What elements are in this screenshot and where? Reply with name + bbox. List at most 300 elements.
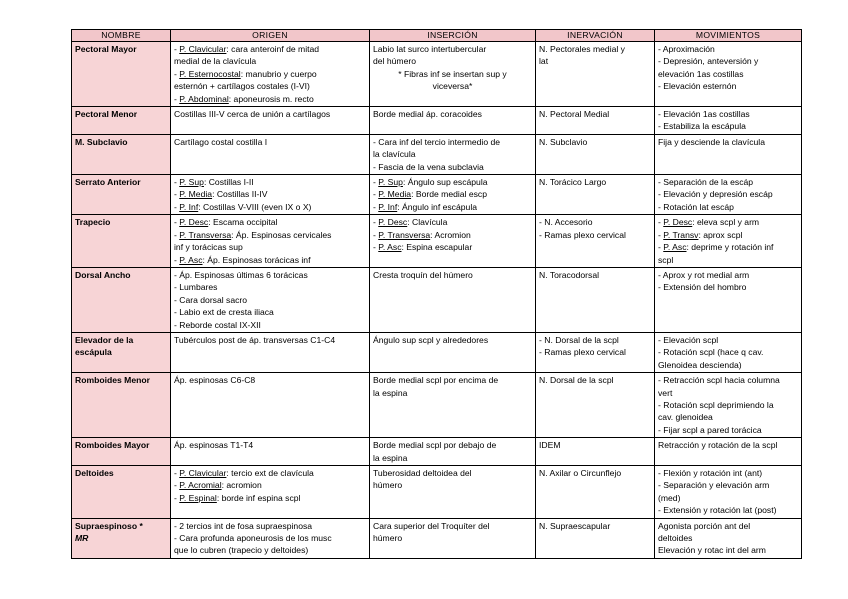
innervation-cell (536, 215, 655, 268)
cell-line (174, 306, 366, 318)
muscle-name: Trapecio (75, 217, 111, 228)
muscle-name-cell (72, 267, 171, 332)
muscle-name: Pectoral Mayor (75, 44, 137, 54)
cell-text: - (174, 217, 180, 228)
cell-line (539, 334, 651, 346)
cell-line (658, 399, 798, 411)
cell-text: - Áp. Espinosas últimas 6 torácicas (174, 269, 308, 280)
cell-line (658, 241, 798, 253)
cell-line (539, 43, 651, 55)
muscle-name: M. Subclavio (75, 136, 128, 147)
cell-text: (med) (658, 492, 681, 503)
innervation-cell (536, 373, 655, 438)
table-row (72, 518, 802, 558)
cell-line (174, 294, 366, 306)
cell-line (174, 93, 366, 105)
insertion-cell (370, 373, 536, 438)
cell-line (373, 43, 532, 55)
cell-text: - (373, 177, 379, 188)
cell-text: - Elevación 1as costillas (658, 109, 750, 120)
movements-cell (655, 466, 802, 519)
cell-text: Áp. espinosas T1-T4 (174, 440, 254, 451)
cell-text: Áp. espinosas C6-C8 (174, 375, 256, 386)
cell-text: : manubrio y cuerpo (240, 68, 317, 79)
muscle-name: Deltoides (75, 468, 114, 478)
cell-line (658, 281, 798, 293)
cell-line (174, 479, 366, 491)
cell-text: : Escama occipital (208, 217, 278, 228)
cell-line (174, 43, 366, 55)
cell-text: Ángulo sup scpl y alrededores (373, 334, 489, 345)
cell-text: scpl (658, 254, 674, 265)
cell-text: - Lumbares (174, 282, 218, 293)
origin-cell (171, 466, 370, 519)
cell-line (539, 374, 651, 386)
cell-text: - N. Dorsal de la scpl (539, 334, 619, 345)
table-row (72, 175, 802, 215)
movements-cell (655, 215, 802, 268)
cell-text: la espina (373, 452, 408, 463)
origin-cell (171, 134, 370, 174)
cell-text: - Extensión del hombro (658, 282, 747, 293)
part-label: P. Abdominal (179, 93, 229, 104)
movements-cell (655, 134, 802, 174)
innervation-cell (536, 466, 655, 519)
cell-text: húmero (373, 533, 403, 544)
innervation-cell (536, 438, 655, 466)
cell-text: - Fascia de la vena subclavia (373, 161, 484, 172)
table-row (72, 332, 802, 372)
muscle-name: Elevador de la escápula (75, 334, 134, 358)
header-insercion: INSERCIÓN (370, 30, 536, 42)
cell-text: : Ángulo sup escápula (402, 177, 488, 188)
cell-line (539, 467, 651, 479)
cell-text: elevación 1as costillas (658, 68, 744, 79)
cell-line (174, 55, 366, 67)
cell-line (174, 467, 366, 479)
part-label: P. Desc (378, 217, 408, 228)
cell-text: - Retracción scpl hacia columna (658, 375, 780, 386)
cell-text: Costillas III-V cerca de unión a cartílagos (174, 109, 331, 120)
innervation-cell (536, 332, 655, 372)
cell-text: - Cara inf del tercio intermedio de (373, 136, 501, 147)
cell-text: - (373, 217, 379, 228)
origin-cell (171, 175, 370, 215)
movements-cell (655, 42, 802, 107)
cell-line (658, 229, 798, 241)
cell-line (658, 55, 798, 67)
cell-text: vert (658, 387, 673, 398)
part-label: P. Media (378, 189, 412, 200)
cell-line (174, 201, 366, 213)
cell-text: - Cara profunda aponeurosis de los musc (174, 533, 332, 544)
cell-text: IDEM (539, 440, 561, 451)
cell-text: : Ángulo inf escápula (397, 201, 478, 212)
cell-line (658, 544, 798, 556)
cell-text: - (174, 254, 180, 265)
header-origen: ORIGEN (171, 30, 370, 42)
cell-text: - Extensión y rotación lat (post) (658, 505, 777, 516)
muscle-table (71, 29, 802, 559)
cell-text: - (658, 229, 664, 240)
cell-text: - Elevación scpl (658, 334, 719, 345)
cell-text: : borde inf espina scpl (216, 492, 301, 503)
innervation-cell (536, 267, 655, 332)
movements-cell (655, 518, 802, 558)
insertion-cell (370, 332, 536, 372)
cell-line (373, 439, 532, 451)
part-label: P. Inf (179, 201, 199, 212)
muscle-name: Romboides Menor (75, 375, 150, 386)
cell-text: viceversa* (432, 81, 473, 92)
cell-line (658, 68, 798, 80)
cell-line (539, 136, 651, 148)
muscle-name: Supraespinoso * (75, 520, 143, 531)
cell-text: Retracción y rotación de la scpl (658, 440, 778, 451)
origin-cell (171, 215, 370, 268)
muscle-name: Romboides Mayor (75, 440, 150, 451)
cell-line (658, 80, 798, 92)
muscle-name: Serrato Anterior (75, 177, 141, 188)
cell-line (658, 424, 798, 436)
cell-line (373, 520, 532, 532)
cell-text: : cara anteroinf de mitad (226, 44, 320, 54)
header-movimientos: MOVIMIENTOS (655, 30, 802, 42)
table-row (72, 107, 802, 135)
part-label: P. Sup (179, 177, 204, 188)
muscle-name-cell (72, 466, 171, 519)
cell-line (174, 374, 366, 386)
cell-line (174, 520, 366, 532)
cell-line (174, 216, 366, 228)
cell-line (539, 346, 651, 358)
cell-text: N. Axilar o Circunflejo (539, 468, 622, 478)
cell-text: Agonista porción ant del (658, 520, 751, 531)
cell-line (658, 120, 798, 132)
movements-cell (655, 332, 802, 372)
cell-line (174, 108, 366, 120)
header-row (72, 30, 802, 42)
insertion-cell (370, 175, 536, 215)
cell-text: Fija y desciende la clavícula (658, 136, 765, 147)
cell-text: inf y torácicas sup (174, 242, 243, 253)
cell-line (658, 216, 798, 228)
cell-text: : Costillas I-II (203, 177, 254, 188)
cell-text: Glenoidea descienda) (658, 359, 742, 370)
table-row (72, 267, 802, 332)
header-inervacion: INERVACIÓN (536, 30, 655, 42)
cell-text: - Aproximación (658, 44, 715, 54)
cell-text: - Ramas plexo cervical (539, 229, 626, 240)
cell-text: medial de la clavícula (174, 56, 257, 67)
cell-text: N. Subclavio (539, 136, 588, 147)
muscle-name-cell (72, 42, 171, 107)
cell-text: : tercio ext de clavícula (226, 468, 314, 478)
cell-text: Cara superior del Troquíter del (373, 520, 490, 531)
insertion-cell (370, 267, 536, 332)
origin-cell (171, 438, 370, 466)
cell-text: - Elevación y depresión escáp (658, 189, 773, 200)
cell-line (539, 229, 651, 241)
cell-text: : deprime y rotación inf (686, 242, 774, 253)
part-label: P. Acromial (179, 480, 222, 491)
cell-line (174, 176, 366, 188)
cell-line (373, 532, 532, 544)
part-label: P. Desc (179, 217, 209, 228)
cell-text: - Ramas plexo cervical (539, 347, 626, 358)
cell-text: - (373, 229, 379, 240)
cell-text: - Rotación scpl deprimiendo la (658, 399, 774, 410)
origin-cell (171, 267, 370, 332)
cell-line (174, 229, 366, 241)
cell-text: húmero (373, 480, 403, 491)
cell-text: N. Dorsal de la scpl (539, 375, 614, 386)
cell-line (658, 108, 798, 120)
cell-line (658, 374, 798, 386)
cell-line (658, 201, 798, 213)
cell-text: - (373, 242, 379, 253)
origin-cell (171, 518, 370, 558)
cell-text: : Costillas II-IV (212, 189, 268, 200)
origin-cell (171, 373, 370, 438)
part-label: P. Desc (663, 217, 693, 228)
cell-text: - Reborde costal IX-XII (174, 319, 261, 330)
cell-text: - Flexión y rotación int (ant) (658, 468, 763, 478)
innervation-cell (536, 518, 655, 558)
cell-text: - Rotación scpl (hace q cav. (658, 347, 764, 358)
part-label: P. Clavicular (179, 468, 227, 478)
cell-line (658, 520, 798, 532)
cell-line (373, 452, 532, 464)
cell-text: - Rotación lat escáp (658, 201, 734, 212)
cell-text: - (174, 229, 180, 240)
cell-text: deltoides (658, 533, 693, 544)
insertion-cell (370, 134, 536, 174)
part-label: P. Media (179, 189, 213, 200)
cell-text: Borde medial áp. coracoides (373, 109, 482, 120)
cell-line (174, 136, 366, 148)
cell-line (373, 269, 532, 281)
cell-line (539, 520, 651, 532)
cell-line (658, 532, 798, 544)
cell-text: del húmero (373, 56, 416, 67)
cell-line (373, 188, 532, 200)
cell-text: - (174, 201, 180, 212)
cell-text: - 2 tercios int de fosa supraespinosa (174, 520, 313, 531)
cell-text: : acromion (221, 480, 262, 491)
cell-line (373, 387, 532, 399)
cell-text: N. Pectorales medial y (539, 44, 625, 54)
insertion-cell (370, 107, 536, 135)
muscle-name-cell (72, 332, 171, 372)
cell-text: - (658, 217, 664, 228)
movements-cell (655, 267, 802, 332)
cell-line (174, 544, 366, 556)
cell-line (658, 136, 798, 148)
muscle-name-cell (72, 215, 171, 268)
cell-text: : Clavícula (407, 217, 448, 228)
part-label: P. Esternocostal (179, 68, 241, 79)
cell-text: - Elevación esternón (658, 81, 737, 92)
cell-text: N. Toracodorsal (539, 269, 600, 280)
cell-text: : Acromion (430, 229, 471, 240)
cell-line (174, 532, 366, 544)
cell-text: - (658, 242, 664, 253)
cell-line (373, 108, 532, 120)
cell-text: - Separación y elevación arm (658, 480, 770, 491)
cell-text: N. Supraescapular (539, 520, 611, 531)
cell-text: - Separación de la escáp (658, 177, 754, 188)
cell-text: - Estabiliza la escápula (658, 121, 746, 132)
cell-line (539, 108, 651, 120)
cell-line (174, 492, 366, 504)
cell-text: - (174, 492, 180, 503)
cell-line (658, 176, 798, 188)
insertion-cell (370, 466, 536, 519)
table-row (72, 373, 802, 438)
muscle-name-cell (72, 175, 171, 215)
cell-text: - (174, 468, 180, 478)
cell-line (373, 216, 532, 228)
insertion-cell (370, 42, 536, 107)
part-label: P. Transversa (378, 229, 431, 240)
cell-text: Labio lat surco intertubercular (373, 44, 487, 54)
table-row (72, 42, 802, 107)
cell-line (373, 479, 532, 491)
muscle-name-cell (72, 134, 171, 174)
cell-line (658, 254, 798, 266)
cell-text: Elevación y rotac int del arm (658, 545, 766, 556)
cell-text: Tubérculos post de áp. transversas C1-C4 (174, 334, 336, 345)
insertion-cell (370, 438, 536, 466)
cell-line (373, 334, 532, 346)
cell-line (658, 467, 798, 479)
cell-line (373, 467, 532, 479)
muscle-name-note: MR (75, 533, 89, 544)
innervation-cell (536, 134, 655, 174)
table-row (72, 134, 802, 174)
cell-line (658, 439, 798, 451)
cell-line (174, 68, 366, 80)
movements-cell (655, 373, 802, 438)
cell-line (373, 68, 532, 80)
part-label: P. Espinal (179, 492, 217, 503)
cell-text: : aponeurosis m. recto (228, 93, 314, 104)
cell-line (658, 334, 798, 346)
cell-text: : eleva scpl y arm (692, 217, 760, 228)
cell-text: : Áp. Espinosas cervicales (231, 229, 332, 240)
innervation-cell (536, 42, 655, 107)
cell-line (658, 188, 798, 200)
insertion-cell (370, 215, 536, 268)
cell-line (174, 80, 366, 92)
table-row (72, 466, 802, 519)
cell-text: Cresta troquín del húmero (373, 269, 473, 280)
cell-line (658, 479, 798, 491)
part-label: P. Clavicular (179, 44, 227, 54)
cell-text: lat (539, 56, 549, 67)
cell-text: - (373, 201, 379, 212)
cell-text: : Borde medial escp (411, 189, 488, 200)
cell-line (539, 269, 651, 281)
cell-text: - (174, 93, 180, 104)
innervation-cell (536, 175, 655, 215)
cell-line (174, 439, 366, 451)
table-row (72, 215, 802, 268)
part-label: P. Sup (378, 177, 403, 188)
cell-line (174, 188, 366, 200)
cell-text: - (174, 189, 180, 200)
cell-line (658, 411, 798, 423)
cell-line (658, 387, 798, 399)
cell-text: N. Pectoral Medial (539, 109, 610, 120)
cell-text: * Fibras inf se insertan sup y (398, 68, 507, 79)
cell-text: Borde medial scpl por encima de (373, 375, 499, 386)
cell-text: : aprox scpl (698, 229, 743, 240)
cell-text: - (174, 68, 180, 79)
cell-line (539, 176, 651, 188)
cell-line (373, 374, 532, 386)
cell-line (373, 161, 532, 173)
cell-line (658, 43, 798, 55)
muscle-name-cell (72, 373, 171, 438)
cell-text: la espina (373, 387, 408, 398)
cell-line (373, 148, 532, 160)
muscle-name-cell (72, 107, 171, 135)
cell-line (658, 359, 798, 371)
table-row (72, 438, 802, 466)
cell-line (539, 55, 651, 67)
cell-line (658, 346, 798, 358)
innervation-cell (536, 107, 655, 135)
cell-text: - Aprox y rot medial arm (658, 269, 750, 280)
cell-text: - (174, 44, 180, 54)
insertion-cell (370, 518, 536, 558)
origin-cell (171, 107, 370, 135)
cell-line (174, 254, 366, 266)
cell-text: - Labio ext de cresta iliaca (174, 307, 274, 318)
cell-text: esternón + cartílagos costales (I-VI) (174, 81, 310, 92)
movements-cell (655, 107, 802, 135)
cell-line (373, 201, 532, 213)
cell-text: - (174, 177, 180, 188)
cell-text: : Espina escapular (401, 242, 473, 253)
cell-text: - (373, 189, 379, 200)
muscle-name: Dorsal Ancho (75, 269, 131, 280)
cell-text: N. Torácico Largo (539, 177, 607, 188)
cell-text: : Áp. Espinosas torácicas inf (202, 254, 311, 265)
cell-text: - N. Accesorio (539, 217, 593, 228)
cell-line (373, 229, 532, 241)
cell-text: la clavícula (373, 149, 416, 160)
cell-text: que lo cubren (trapecio y deltoides) (174, 545, 309, 556)
cell-text: - (174, 480, 180, 491)
cell-line (174, 281, 366, 293)
movements-cell (655, 438, 802, 466)
cell-text: cav. glenoidea (658, 412, 713, 423)
cell-line (373, 241, 532, 253)
origin-cell (171, 332, 370, 372)
cell-line (658, 269, 798, 281)
cell-text: Tuberosidad deltoidea del (373, 468, 472, 478)
part-label: P. Asc (378, 242, 402, 253)
header-nombre: NOMBRE (72, 30, 171, 42)
cell-line (539, 216, 651, 228)
cell-text: - Depresión, anteversión y (658, 56, 759, 67)
cell-line (373, 176, 532, 188)
cell-line (373, 55, 532, 67)
table-body (72, 42, 802, 559)
